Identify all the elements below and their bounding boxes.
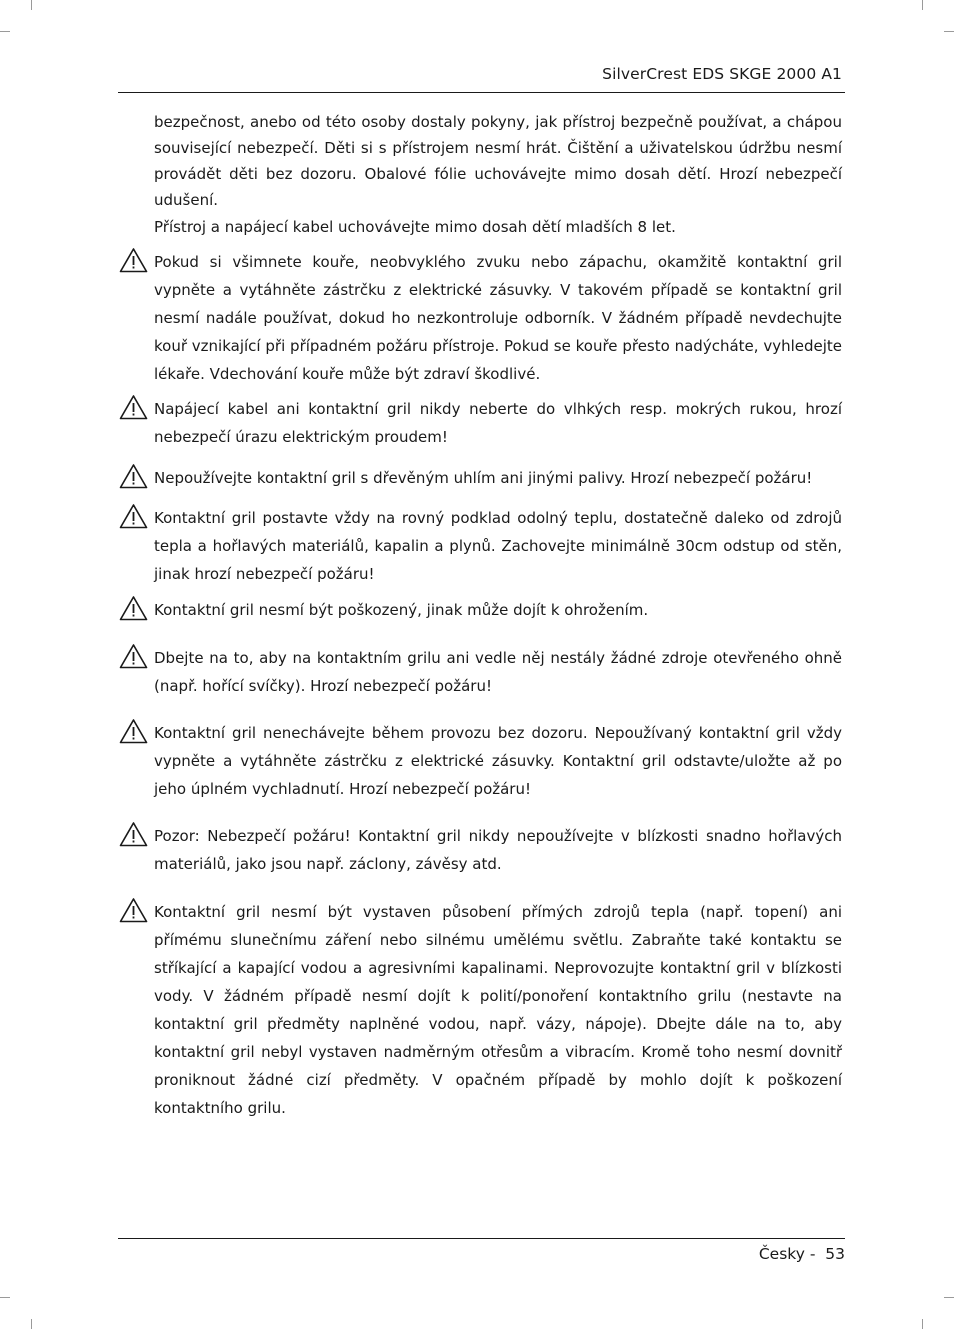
crop-mark [922, 1319, 923, 1329]
page-number: Česky - 53 [758, 1245, 845, 1263]
warning-triangle-icon [119, 595, 148, 621]
warning-text: Pokud si všimnete kouře, neobvyklého zvuku nebo zápachu, okamžitě kontaktní gril vypněte a vytáhněte zástrčku z elektrické zásuvky. V takovém případě se kontaktní gril nesmí nadále používat, dokud ho nezkontroluje odborník. V žádném případě nevdechujte kouř vznikající při případném požáru přístroje. Pokud se kouře přesto nadýcháte, vyhledejte lékaře. Vdechování kouře může být zdraví škodlivé. [154, 253, 842, 383]
intro-paragraph-1: bezpečnost, anebo od této osoby dostaly pokyny, jak přístroj bezpečně používat, a chápou související nebezpečí. Děti si s přístrojem nesmí hrát. Čištění a uživatelskou údržbu nesmí provádět děti bez dozoru. Obalové fólie uchovávejte mimo dosah dětí. Hrozí nebezpečí udušení. [154, 113, 842, 209]
warning-text: Kontaktní gril nenechávejte během provozu bez dozoru. Nepoužívaný kontaktní gril vždy vypněte a vytáhněte zástrčku z elektrické zásuvky. Kontaktní gril odstavte/uložte až po jeho úplném vychladnutí. Hrozí nebezpečí požáru! [154, 724, 842, 798]
crop-mark [944, 31, 954, 32]
crop-mark [0, 1297, 10, 1298]
warning-triangle-icon [119, 643, 148, 669]
warning-text: Kontaktní gril nesmí být vystaven působení přímých zdrojů tepla (např. topení) ani přímému slunečnímu záření nebo silnému umělému světlu. Zabraňte také kontaktu se stříkající a kapající vodou a agresivními kapalinami. Neprovozujte kontaktní gril v blízkosti vody. V žádném případě nesmí dojít k polití/ponoření kontaktního grilu (nestavte na kontaktní gril předměty naplněné vodou, např. vázy, nápoje). Dbejte dále na to, aby kontaktní gril nebyl vystaven nadměrným otřesům a vibracím. Kromě toho nesmí dovnitř proniknout žádné cizí předměty. V opačném případě by mohlo dojít k poškození kontaktního grilu. [154, 903, 842, 1117]
crop-mark [31, 1319, 32, 1329]
warning-text: Pozor: Nebezpečí požáru! Kontaktní gril nikdy nepoužívejte v blízkosti snadno hořlavých materiálů, jako jsou např. záclony, závěsy atd. [154, 827, 842, 873]
warning-text: Kontaktní gril nesmí být poškozený, jinak může dojít k ohrožením. [154, 601, 649, 619]
warning-text: Nepoužívejte kontaktní gril s dřevěným uhlím ani jinými palivy. Hrozí nebezpečí požáru! [154, 469, 813, 487]
running-header [118, 64, 845, 93]
crop-mark [922, 0, 923, 10]
warning-text: Kontaktní gril postavte vždy na rovný podklad odolný teplu, dostatečně daleko od zdrojů tepla a hořlavých materiálů, kapalin a plynů. Zachovejte minimálně 30cm odstup od stěn, jinak hrozí nebezpečí požáru! [154, 509, 842, 583]
warning-triangle-icon [119, 821, 148, 847]
warning-triangle-icon [119, 247, 148, 273]
header-title: SilverCrest EDS SKGE 2000 A1 [602, 65, 842, 83]
warning-triangle-icon [119, 897, 148, 923]
warning-triangle-icon [119, 503, 148, 529]
page-footer [118, 1238, 845, 1269]
warning-text: Dbejte na to, aby na kontaktním grilu ani vedle něj nestály žádné zdroje otevřeného ohně (např. hořící svíčky). Hrozí nebezpečí požáru! [154, 649, 842, 695]
intro-paragraph-2: Přístroj a napájecí kabel uchovávejte mimo dosah dětí mladších 8 let. [154, 218, 676, 236]
crop-mark [31, 0, 32, 10]
warning-triangle-icon [119, 463, 148, 489]
warning-triangle-icon [119, 718, 148, 744]
crop-mark [944, 1297, 954, 1298]
warning-triangle-icon [119, 394, 148, 420]
crop-mark [0, 31, 10, 32]
warning-text: Napájecí kabel ani kontaktní gril nikdy neberte do vlhkých resp. mokrých rukou, hrozí nebezpečí úrazu elektrickým proudem! [154, 400, 842, 446]
